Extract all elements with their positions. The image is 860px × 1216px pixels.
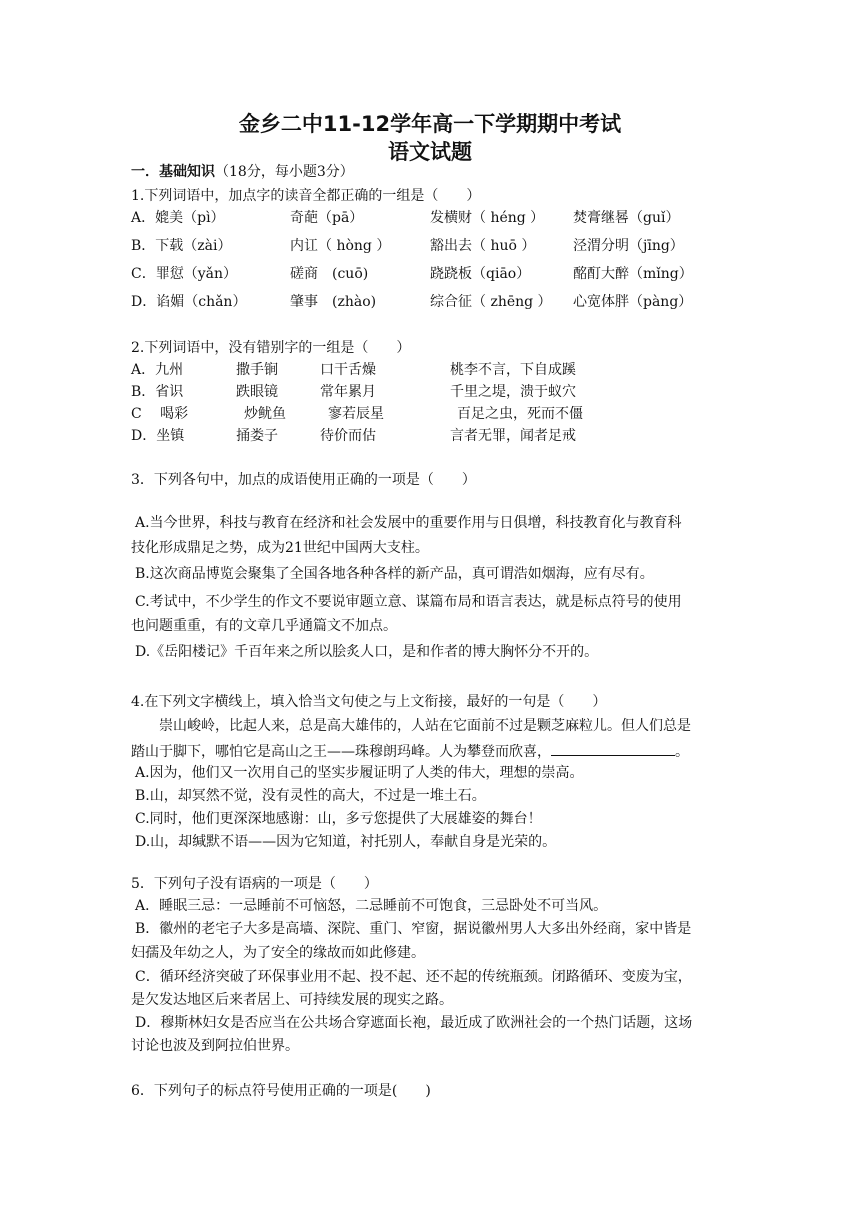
q2-option-a-4: 桃李不言，下自成蹊: [450, 362, 576, 378]
q2-option-a-3: 口干舌燥: [320, 362, 376, 378]
q1-option-d-1: D．谄媚（chǎn）: [131, 294, 247, 310]
q4-option-b: B.山，却冥然不觉，没有灵性的高大，不过是一堆土石。: [135, 788, 486, 804]
section-name: 一．基础知识: [131, 164, 215, 180]
q3-option-a-line2: 技化形成鼎足之势，成为21世纪中国两大支柱。: [131, 540, 429, 556]
q2-option-d-2: 捅娄子: [236, 428, 278, 444]
q5-option-c-line2: 是欠发达地区后来者居上、可持续发展的现实之路。: [131, 992, 453, 1008]
q1-option-b-3: 豁出去（ huō ）: [430, 238, 536, 254]
question-1-stem: 1.下列词语中，加点字的读音全都正确的一组是（ ）: [131, 188, 481, 204]
q3-option-c-line2: 也问题重重，有的文章几乎通篇文不加点。: [131, 618, 397, 634]
question-6-stem: 6．下列句子的标点符号使用正确的一项是( ): [131, 1083, 431, 1099]
q3-option-d: D.《岳阳楼记》千百年来之所以脍炙人口，是和作者的博大胸怀分不开的。: [135, 644, 599, 660]
q3-option-c-line1: C.考试中，不少学生的作文不要说审题立意、谋篇布局和语言表达，就是标点符号的使用: [135, 594, 682, 610]
q5-option-d-line1: D．穆斯林妇女是否应当在公共场合穿遮面长袍，最近成了欧洲社会的一个热门话题，这场: [135, 1015, 693, 1031]
q4-option-d: D.山，却缄默不语——因为它知道，衬托别人，奉献自身是光荣的。: [135, 834, 557, 850]
q1-option-b-4: 泾渭分明（jīng）: [573, 238, 684, 254]
q2-option-c-1: C 喝彩: [131, 406, 189, 422]
q2-option-d-1: D．坐镇: [131, 428, 185, 444]
q1-option-c-1: C．罪愆（yǎn）: [131, 266, 237, 282]
q2-option-b-1: B．省识: [131, 384, 184, 400]
q5-option-b-line2: 妇孺及年幼之人，为了安全的缘故而如此修建。: [131, 945, 425, 961]
q2-option-b-4: 千里之堤，溃于蚁穴: [450, 384, 576, 400]
q4-passage-end: 。: [675, 744, 689, 760]
q2-option-a-2: 撒手锏: [236, 362, 278, 378]
q1-option-d-3: 综合征（ zhēng ）: [430, 294, 552, 310]
q2-option-a-1: A．九州: [131, 362, 184, 378]
page-subtitle: 语文试题: [388, 140, 472, 164]
q5-option-d-line2: 讨论也波及到阿拉伯世界。: [131, 1038, 299, 1054]
q4-passage-line2: [131, 741, 689, 762]
q2-option-c-3: 寥若辰星: [328, 406, 384, 422]
q1-option-a-4: 焚膏继晷（guǐ）: [573, 210, 680, 226]
q1-option-c-4: 酩酊大醉（mǐng）: [573, 266, 693, 282]
q1-option-c-2: 磋商 (cuō): [290, 266, 369, 282]
q5-option-a: A．睡眠三忌：一忌睡前不可恼怒，二忌睡前不可饱食，三忌卧处不可当风。: [135, 898, 608, 914]
q1-option-b-2: 内讧（ hòng ）: [290, 238, 391, 254]
q1-option-a-3: 发横财（ héng ）: [430, 210, 545, 226]
q2-option-d-3: 待价而估: [320, 428, 376, 444]
question-5-stem: 5．下列句子没有语病的一项是（ ）: [131, 876, 378, 892]
q1-option-c-3: 跷跷板（qiāo）: [430, 266, 531, 282]
q1-option-b-1: B．下载（zài）: [131, 238, 232, 254]
q3-option-a-line1: A.当今世界，科技与教育在经济和社会发展中的重要作用与日俱增，科技教育化与教育科: [135, 515, 682, 531]
q1-option-d-2: 肇事 (zhào): [290, 294, 377, 310]
q2-option-b-2: 跌眼镜: [236, 384, 278, 400]
section-heading: [131, 162, 354, 182]
q4-option-c: C.同时，他们更深深地感谢：山，多亏您提供了大展雄姿的舞台！: [135, 811, 542, 827]
answer-blank: [551, 741, 675, 756]
q5-option-b-line1: B．徽州的老宅子大多是高墙、深院、重门、窄窗，据说徽州男人大多出外经商，家中皆是: [135, 921, 692, 937]
page-title: 金乡二中11-12学年高一下学期期中考试: [238, 112, 622, 136]
q2-option-c-2: 炒鱿鱼: [244, 406, 286, 422]
q4-option-a: A.因为，他们又一次用自己的坚实步履证明了人类的伟大，理想的崇高。: [135, 765, 584, 781]
q4-passage-text: 踏山于脚下，哪怕它是高山之王——珠穆朗玛峰。人为攀登而欣喜，: [131, 744, 551, 760]
q1-option-d-4: 心宽体胖（pàng）: [573, 294, 693, 310]
q4-passage-line1: 崇山峻岭，比起人来，总是高大雄伟的，人站在它面前不过是颗芝麻粒儿。但人们总是: [159, 718, 691, 734]
q1-option-a-2: 奇葩（pā）: [290, 210, 364, 226]
question-4-stem: 4.在下列文字横线上，填入恰当文句使之与上文衔接，最好的一句是（ ）: [131, 694, 607, 710]
q3-option-b: B.这次商品博览会聚集了全国各地各种各样的新产品，真可谓浩如烟海，应有尽有。: [135, 566, 654, 582]
question-2-stem: 2.下列词语中，没有错别字的一组是（ ）: [131, 340, 411, 356]
question-3-stem: 3．下列各句中，加点的成语使用正确的一项是（ ）: [131, 472, 476, 488]
q2-option-d-4: 言者无罪，闻者足戒: [450, 428, 576, 444]
section-note: （18分，每小题3分）: [215, 164, 354, 180]
q5-option-c-line1: C．循环经济突破了环保事业用不起、投不起、还不起的传统瓶颈。闭路循环、变废为宝，: [135, 969, 692, 985]
q2-option-b-3: 常年累月: [320, 384, 376, 400]
q2-option-c-4: 百足之虫，死而不僵: [457, 406, 583, 422]
q1-option-a-1: A．媲美（pì）: [131, 210, 225, 226]
